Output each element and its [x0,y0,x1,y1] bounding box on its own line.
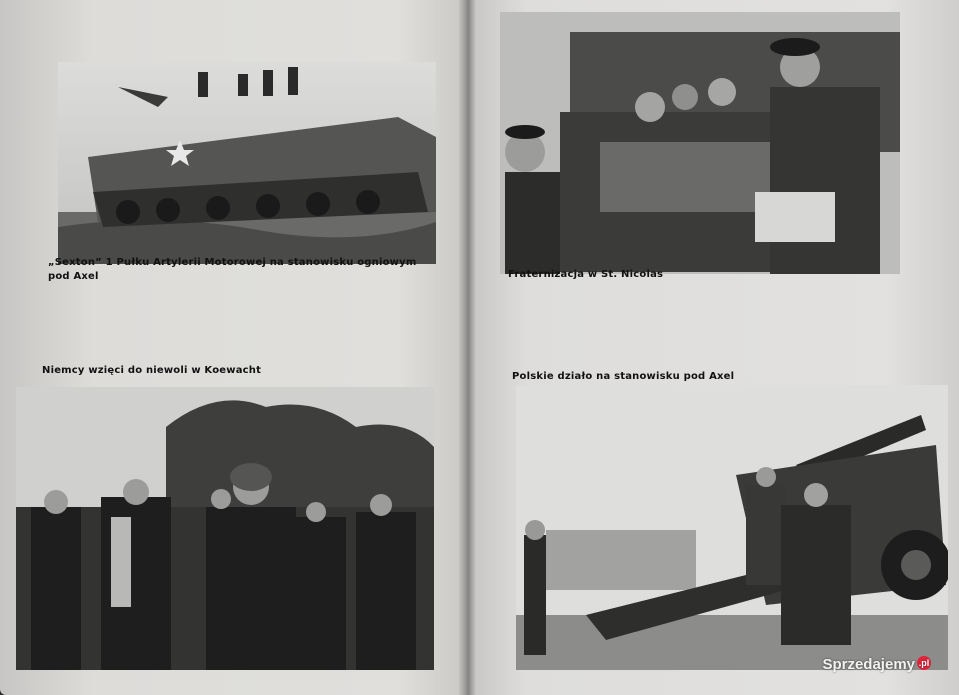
sprzedajemy-watermark [822,656,931,673]
caption-top-left: „Sexton” 1 Pułku Artylerii Motorowej na stanowisku ogniowym pod Axel [48,257,417,282]
watermark-badge: .pl [918,658,930,668]
watermark-text: Sprzedajemy [822,656,915,673]
book-gutter [458,0,476,695]
artillery-gun-photo [516,385,948,670]
caption-bottom-left: Niemcy wzięci do niewoli w Koewacht [42,365,262,376]
caption-top-right: Fraternizacja w St. Nicolas [508,269,664,280]
caption-bottom-right: Polskie działo na stanowisku pod Axel [512,371,735,382]
prisoners-photo [16,387,434,670]
sexton-tank-photo [58,62,436,264]
fraternization-photo [500,12,900,274]
